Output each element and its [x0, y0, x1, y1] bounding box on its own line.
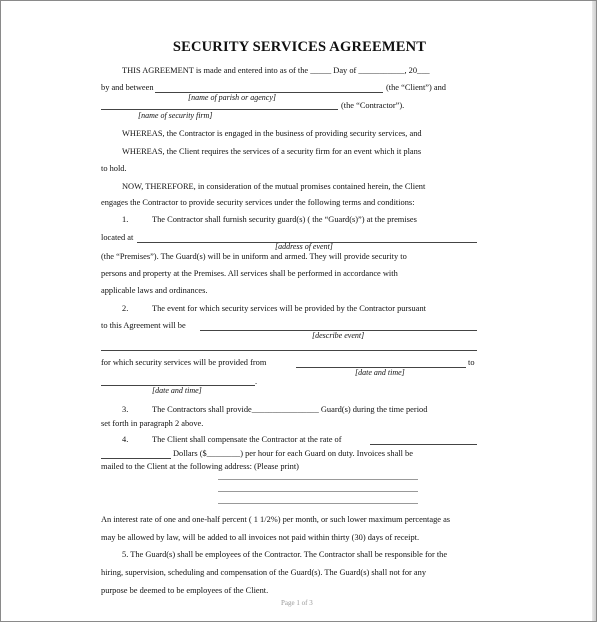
intro-between-label: by and between	[101, 83, 154, 92]
rate-words-blank[interactable]	[101, 458, 171, 459]
intro-date-line: THIS AGREEMENT is made and entered into as of the _____ Day of ___________, 20___	[122, 66, 430, 75]
address-caption: [address of event]	[275, 242, 333, 251]
clause2-line1: The event for which security services will be provided by the Contractor pursuant	[152, 304, 426, 313]
datetime-caption-1: [date and time]	[355, 368, 405, 377]
datetime-caption-2: [date and time]	[152, 386, 202, 395]
contractor-name-blank[interactable]	[101, 109, 338, 110]
clause1-line4: persons and property at the Premises. All services shall be performed in accordance with	[101, 269, 398, 278]
clause1-number: 1.	[122, 215, 129, 224]
rate-blank[interactable]	[370, 444, 477, 445]
clause5-line3: purpose be deemed to be employees of the Client.	[101, 586, 269, 595]
clause3-line2: set forth in paragraph 2 above.	[101, 419, 204, 428]
document-title: SECURITY SERVICES AGREEMENT	[172, 39, 427, 55]
page-footer: Page 1 of 3	[281, 599, 313, 607]
interest-line1: An interest rate of one and one-half percent ( 1 1/2%) per month, or such lower maximum percentage as	[101, 515, 451, 524]
clause1-line1: The Contractor shall furnish security guard(s) ( the “Guard(s)”) at the premises	[152, 215, 417, 224]
clause4-line3: mailed to the Client at the following address: (Please print)	[101, 462, 299, 471]
now-therefore-line1: NOW, THEREFORE, in consideration of the mutual promises contained herein, the Client	[122, 182, 426, 191]
clause5-line1: 5. The Guard(s) shall be employees of the Contractor. The Contractor shall be responsible for the	[122, 550, 448, 559]
clause3-number: 3.	[122, 405, 129, 414]
parish-caption: [name of parish or agency]	[188, 93, 276, 102]
clause1-located-label: located at	[101, 233, 134, 242]
clause1-line3: (the “Premises”). The Guard(s) will be in uniform and armed. They will provide security to	[101, 252, 407, 261]
whereas-client-line1: WHEREAS, the Client requires the services of a security firm for an event which it plans	[122, 147, 422, 156]
address-line-3[interactable]	[218, 503, 418, 504]
clause2-line2: to this Agreement will be	[101, 321, 186, 330]
clause5-line2: hiring, supervision, scheduling and compensation of the Guard(s). The Guard(s) shall not for any	[101, 568, 427, 577]
clause2-from-label: for which security services will be provided from	[101, 358, 267, 367]
clause2-number: 2.	[122, 304, 129, 313]
now-therefore-line2: engages the Contractor to provide security services under the following terms and conditions:	[101, 198, 415, 207]
whereas-contractor: WHEREAS, the Contractor is engaged in the business of providing security services, and	[122, 129, 422, 138]
firm-caption: [name of security firm]	[138, 111, 213, 120]
whereas-client-line2: to hold.	[101, 164, 127, 173]
interest-line2: may be allowed by law, will be added to all invoices not paid within thirty (30) days of receipt.	[101, 533, 420, 542]
address-line-2[interactable]	[218, 491, 418, 492]
intro-contractor-label: (the “Contractor”).	[341, 101, 405, 110]
clause1-line5: applicable laws and ordinances.	[101, 286, 208, 295]
address-line-1[interactable]	[218, 479, 418, 480]
clause2-to-label: to	[468, 358, 475, 367]
intro-client-label: (the “Client”) and	[386, 83, 446, 92]
clause4-line1: The Client shall compensate the Contractor at the rate of	[152, 435, 342, 444]
event-caption: [describe event]	[312, 331, 365, 340]
event-description-blank-2[interactable]	[101, 350, 477, 351]
clause3-line1: The Contractors shall provide________________ Guard(s) during the time period	[152, 405, 428, 414]
clause4-line2: Dollars ($________) per hour for each Guard on duty. Invoices shall be	[173, 449, 413, 458]
clause2-period: .	[255, 377, 258, 386]
clause4-number: 4.	[122, 435, 129, 444]
